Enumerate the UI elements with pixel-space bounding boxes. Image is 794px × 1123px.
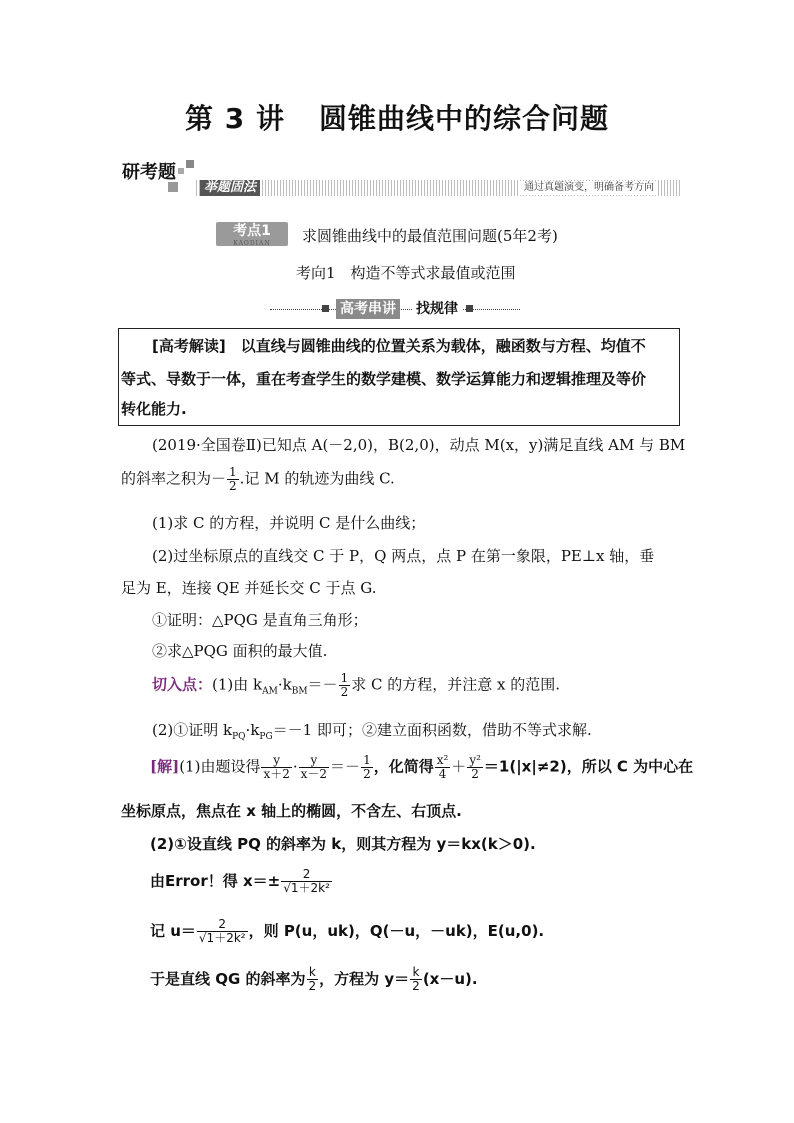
question-1: (1)求 C 的方程，并说明 C 是什么曲线； (152, 514, 426, 532)
solution-line-6: 于是直线 QG 的斜率为 $\frac{k}{2}$ ，方程为 y＝ $\frac{k}{2}$ (x－u). (150, 965, 478, 993)
solution-line-1: [解](1)由题设得 $\frac{y}{x+2}$ · $\frac{y}{x-2}$ ＝－ $\frac{1}{2}$ ，化简得 $\frac{\text{x²}}{4}$ ＋ $\frac{\text{y²}}{2}$ ＝1(|x|≠2)，所以 C 为中心在 (150, 753, 694, 781)
banner-left-label: 研考题 (122, 162, 176, 183)
banner-square (186, 160, 194, 168)
question-2b: 足为 E，连接 QE 并延长交 C 于点 G. (121, 579, 377, 597)
question-2a: (2)过坐标原点的直线交 C 于 P，Q 两点，点 P 在第一象限，PE⊥x 轴，垂 (152, 547, 655, 565)
gaokao-badge: 高考串讲 (336, 299, 400, 319)
kaodian-title: 求圆锥曲线中的最值范围问题(5年2考) (302, 227, 558, 245)
solution-line-4: 由Error！得 x＝± $\frac{2}{\text{√1＋2k²}}$ (150, 867, 330, 895)
banner-subtitle: 通过真题演变，明确备考方向 (520, 181, 658, 195)
box-line-2: 等式、导数于一体，重在考查学生的数学建模、数学运算能力和逻辑推理及等价 (121, 370, 647, 388)
box-line-3: 转化能力. (121, 400, 187, 418)
problem-line-1: (2019·全国卷Ⅱ)已知点 A(－2,0)，B(2,0)，动点 M(x，y)满足直线 AM 与 BM (152, 436, 686, 454)
kaoxiang-title: 考向1 构造不等式求最值或范围 (296, 264, 516, 282)
kaodian-badge: 考点1 (216, 222, 288, 246)
entry-line-1: 切入点：(1)由 $k_{AM}\cdot k_{BM}=-$ $\frac{1}{2}$ 求 C 的方程，并注意 x 的范围. (152, 671, 560, 699)
box-line-1: [高考解读] 以直线与圆锥曲线的位置关系为载体，融函数与方程、均值不 (152, 337, 646, 355)
banner-band-label: 举题固法 (200, 180, 260, 196)
solution-line-2: 坐标原点，焦点在 x 轴上的椭圆，不含左、右顶点. (121, 802, 462, 820)
question-2ii: ②求△PQG 面积的最大值. (152, 642, 328, 660)
divider-square (322, 305, 329, 312)
solution-line-3: (2)①设直线 PQ 的斜率为 k，则其方程为 y＝kx(k＞0). (150, 835, 536, 853)
entry-line-2: (2)①证明 $k_{PQ}\cdot k_{PG}=-1$ 即可；②建立面积函数，借助不等式求解. (152, 721, 592, 742)
solution-line-5: 记 u＝ $\frac{2}{\text{√1＋2k²}}$ ，则 P(u，uk)，Q(－u，－uk)，E(u,0). (150, 917, 545, 945)
kaodian-badge-sub: KAODIAN (233, 240, 271, 247)
question-2i: ①证明：△PQG 是直角三角形； (152, 611, 368, 629)
banner-square (178, 168, 184, 174)
gaokao-text: 找规律 (412, 299, 462, 319)
section-banner (122, 158, 682, 202)
page-title: 第 3 讲 圆锥曲线中的综合问题 (185, 102, 609, 135)
divider-square (466, 305, 473, 312)
problem-line-2: 的斜率之积为－ $\frac{1}{2}$ .记 M 的轨迹为曲线 C. (121, 465, 395, 493)
